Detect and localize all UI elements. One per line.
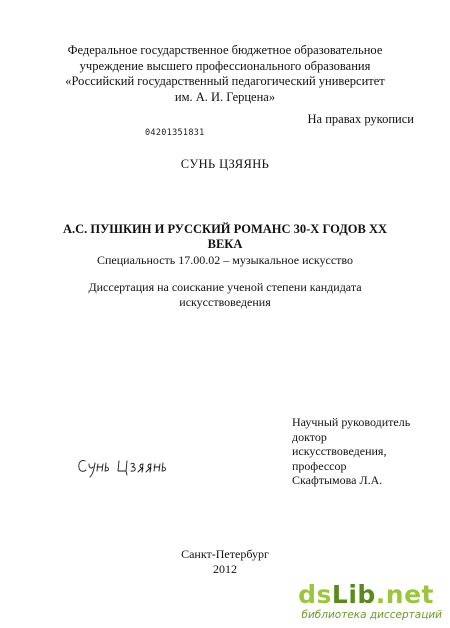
supervisor-line-4: профессор — [292, 458, 347, 473]
title-line-2: ВЕКА — [207, 237, 243, 251]
logo-net: .net — [375, 580, 434, 609]
institution-header — [0, 43, 450, 105]
handwritten-signature — [76, 451, 176, 481]
supervisor-line-2: доктор — [292, 429, 327, 444]
specialty-line: Специальность 17.00.02 – музыкальное искусство — [97, 253, 353, 267]
institution-line-2: учреждение высшего профессионального образования — [79, 58, 371, 73]
supervisor-block — [292, 415, 410, 488]
title-line-1: А.С. ПУШКИН И РУССКИЙ РОМАНС 30-Х ГОДОВ XX — [62, 222, 388, 236]
logo-wordmark — [298, 580, 434, 609]
dslib-watermark-logo[interactable] — [298, 580, 442, 624]
degree-statement — [0, 280, 450, 310]
supervisor-line-3: искусствоведения, — [292, 444, 387, 458]
degree-line-2: искусствоведения — [179, 295, 271, 309]
manuscript-note: На правах рукописи — [307, 112, 414, 126]
logo-subtitle: библиотека диссертаций — [301, 609, 442, 621]
dissertation-title — [0, 222, 450, 252]
registration-code: 04201351831 — [145, 128, 205, 138]
city-name: Санкт-Петербург — [181, 547, 269, 561]
institution-line-1: Федеральное государственное бюджетное образовательное — [67, 43, 383, 57]
author-name: СУНЬ ЦЗЯЯНЬ — [180, 157, 270, 171]
city-year-block — [0, 547, 450, 577]
year: 2012 — [213, 562, 237, 576]
logo-ds: ds — [298, 580, 332, 609]
institution-line-3: «Российский государственный педагогический университет — [65, 74, 385, 88]
supervisor-line-5: Скафтымова Л.А. — [292, 473, 383, 487]
supervisor-line-1: Научный руководитель — [292, 415, 411, 429]
degree-line-1: Диссертация на соискание ученой степени кандидата — [88, 280, 362, 294]
logo-lib: Lib — [331, 580, 376, 609]
institution-line-4: им. А. И. Герцена» — [174, 89, 276, 104]
